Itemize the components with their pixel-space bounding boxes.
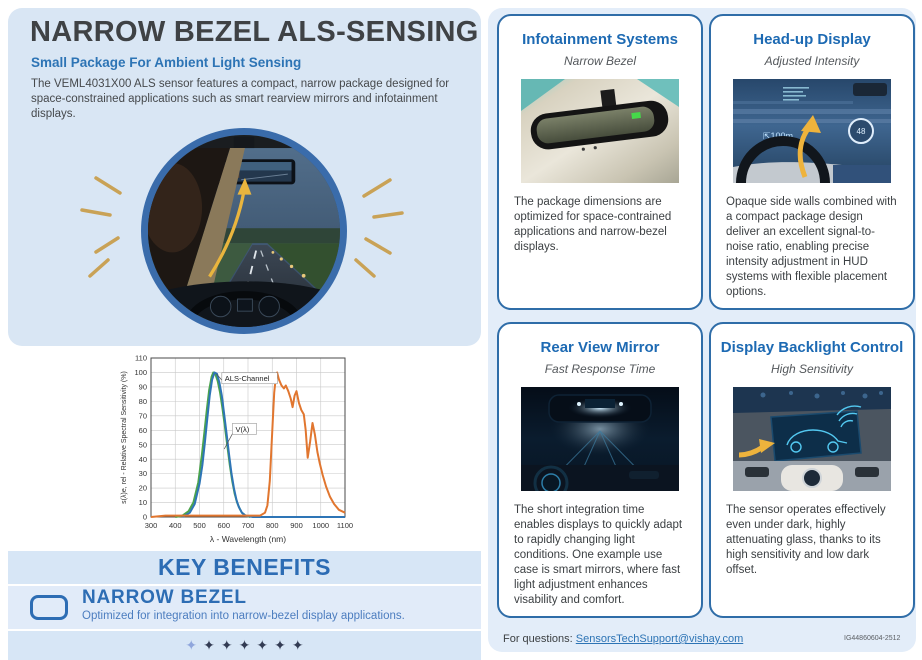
- svg-text:λ - Wavelength (nm): λ - Wavelength (nm): [209, 534, 287, 544]
- card-subtitle: Fast Response Time: [544, 362, 656, 376]
- pager-dot[interactable]: ✦: [256, 637, 269, 653]
- rearview-mirror-photo: [521, 79, 679, 183]
- svg-text:20: 20: [138, 483, 147, 493]
- svg-text:500: 500: [193, 521, 206, 530]
- dashboard-display-photo: [733, 387, 891, 491]
- card-title: Rear View Mirror: [540, 339, 660, 356]
- card-subtitle: Adjusted Intensity: [764, 54, 860, 68]
- svg-text:48: 48: [856, 127, 866, 136]
- svg-text:700: 700: [241, 521, 255, 530]
- pager-dot[interactable]: ✦: [291, 637, 304, 653]
- svg-text:70: 70: [138, 411, 147, 421]
- pager-dot[interactable]: ✦: [274, 637, 286, 653]
- svg-text:50: 50: [138, 440, 147, 450]
- page-subtitle: Small Package For Ambient Light Sensing: [31, 55, 302, 70]
- svg-text:80: 80: [138, 396, 147, 406]
- card-subtitle: Narrow Bezel: [563, 54, 637, 68]
- key-benefit-item: [8, 586, 481, 629]
- pager-dots: [8, 631, 481, 660]
- svg-text:90: 90: [138, 382, 147, 392]
- pager-dot[interactable]: ✦: [185, 637, 198, 653]
- card-body: The sensor operates effectively even under dark, highly attenuating glass, thanks to its high sensitivity and low dark offset.: [726, 504, 886, 576]
- footer-contact: [503, 633, 743, 645]
- card-body: The package dimensions are optimized for space-contrained applications and narrow-bezel displays.: [514, 196, 672, 253]
- card-subtitle: High Sensitivity: [770, 362, 854, 376]
- card-body: The short integration time enables displays to quickly adapt to rapidly changing light conditions. One example use case is smart mirrors, where fast light adjustment enhances visability and comfort.: [514, 504, 683, 606]
- svg-text:100: 100: [134, 368, 147, 378]
- card-body: Opaque side walls combined with a compact package design deliver an excellent signal-to-noise ratio, enabling precise intensity adjustment in HUD systems with flexible placement options.: [726, 196, 897, 298]
- pager-dot[interactable]: ✦: [203, 637, 215, 653]
- support-email-link[interactable]: SensorsTechSupport@vishay.com: [575, 633, 744, 645]
- card-infotainment: [497, 14, 703, 310]
- intro-panel: [8, 8, 481, 346]
- card-rear-view-mirror: [497, 322, 703, 618]
- key-benefits-header: [8, 551, 481, 584]
- svg-text:⇱100m: ⇱100m: [763, 131, 794, 141]
- card-title: Head-up Display: [753, 31, 871, 48]
- spectral-chart: [118, 348, 374, 548]
- card-display-backlight: [709, 322, 915, 618]
- svg-text:60: 60: [138, 425, 147, 435]
- hero-driving-photo: [141, 128, 347, 334]
- footer-label: For questions:: [503, 633, 573, 645]
- svg-text:s(λ)e, rel - Relative Spectral: s(λ)e, rel - Relative Spectral Sensitivity (%): [121, 371, 128, 504]
- applications-panel: [488, 8, 916, 652]
- document-number: IG44860604-2512: [844, 635, 901, 642]
- svg-text:900: 900: [290, 521, 303, 530]
- svg-text:800: 800: [265, 521, 279, 530]
- svg-text:110: 110: [135, 353, 147, 363]
- svg-text:0: 0: [142, 512, 147, 522]
- card-title: Display Backlight Control: [720, 339, 904, 356]
- svg-text:1100: 1100: [336, 521, 354, 530]
- page-title: NARROW BEZEL ALS-SENSING: [30, 16, 479, 48]
- page-intro: The VEML4031X00 ALS sensor features a compact, narrow package designed for space-constrained applications such as smart rearview mirrors and infotainment displays.: [31, 78, 450, 120]
- night-mirror-photo: [521, 387, 679, 491]
- hud-photo: [733, 79, 891, 183]
- svg-text:400: 400: [168, 521, 182, 530]
- svg-text:300: 300: [144, 521, 158, 530]
- card-head-up-display: [709, 14, 915, 310]
- svg-text:ALS-Channel: ALS-Channel: [224, 374, 270, 384]
- svg-text:V(λ): V(λ): [235, 424, 250, 434]
- benefit-description: Optimized for integration into narrow-bezel display applications.: [82, 610, 405, 622]
- benefit-title: NARROW BEZEL: [82, 587, 247, 608]
- narrow-bezel-icon: [30, 595, 68, 620]
- svg-text:40: 40: [138, 454, 147, 464]
- hero-scene-illustration: [148, 135, 340, 327]
- card-title: Infotainment Systems: [522, 31, 678, 48]
- pager-dot[interactable]: ✦: [238, 637, 251, 653]
- svg-text:30: 30: [138, 469, 147, 479]
- svg-text:600: 600: [217, 521, 231, 530]
- pager-dot[interactable]: ✦: [220, 637, 233, 653]
- spectral-chart-section: [8, 346, 481, 551]
- svg-text:10: 10: [138, 498, 147, 508]
- svg-text:1000: 1000: [312, 521, 330, 530]
- key-benefits-title: KEY BENEFITS: [158, 554, 331, 580]
